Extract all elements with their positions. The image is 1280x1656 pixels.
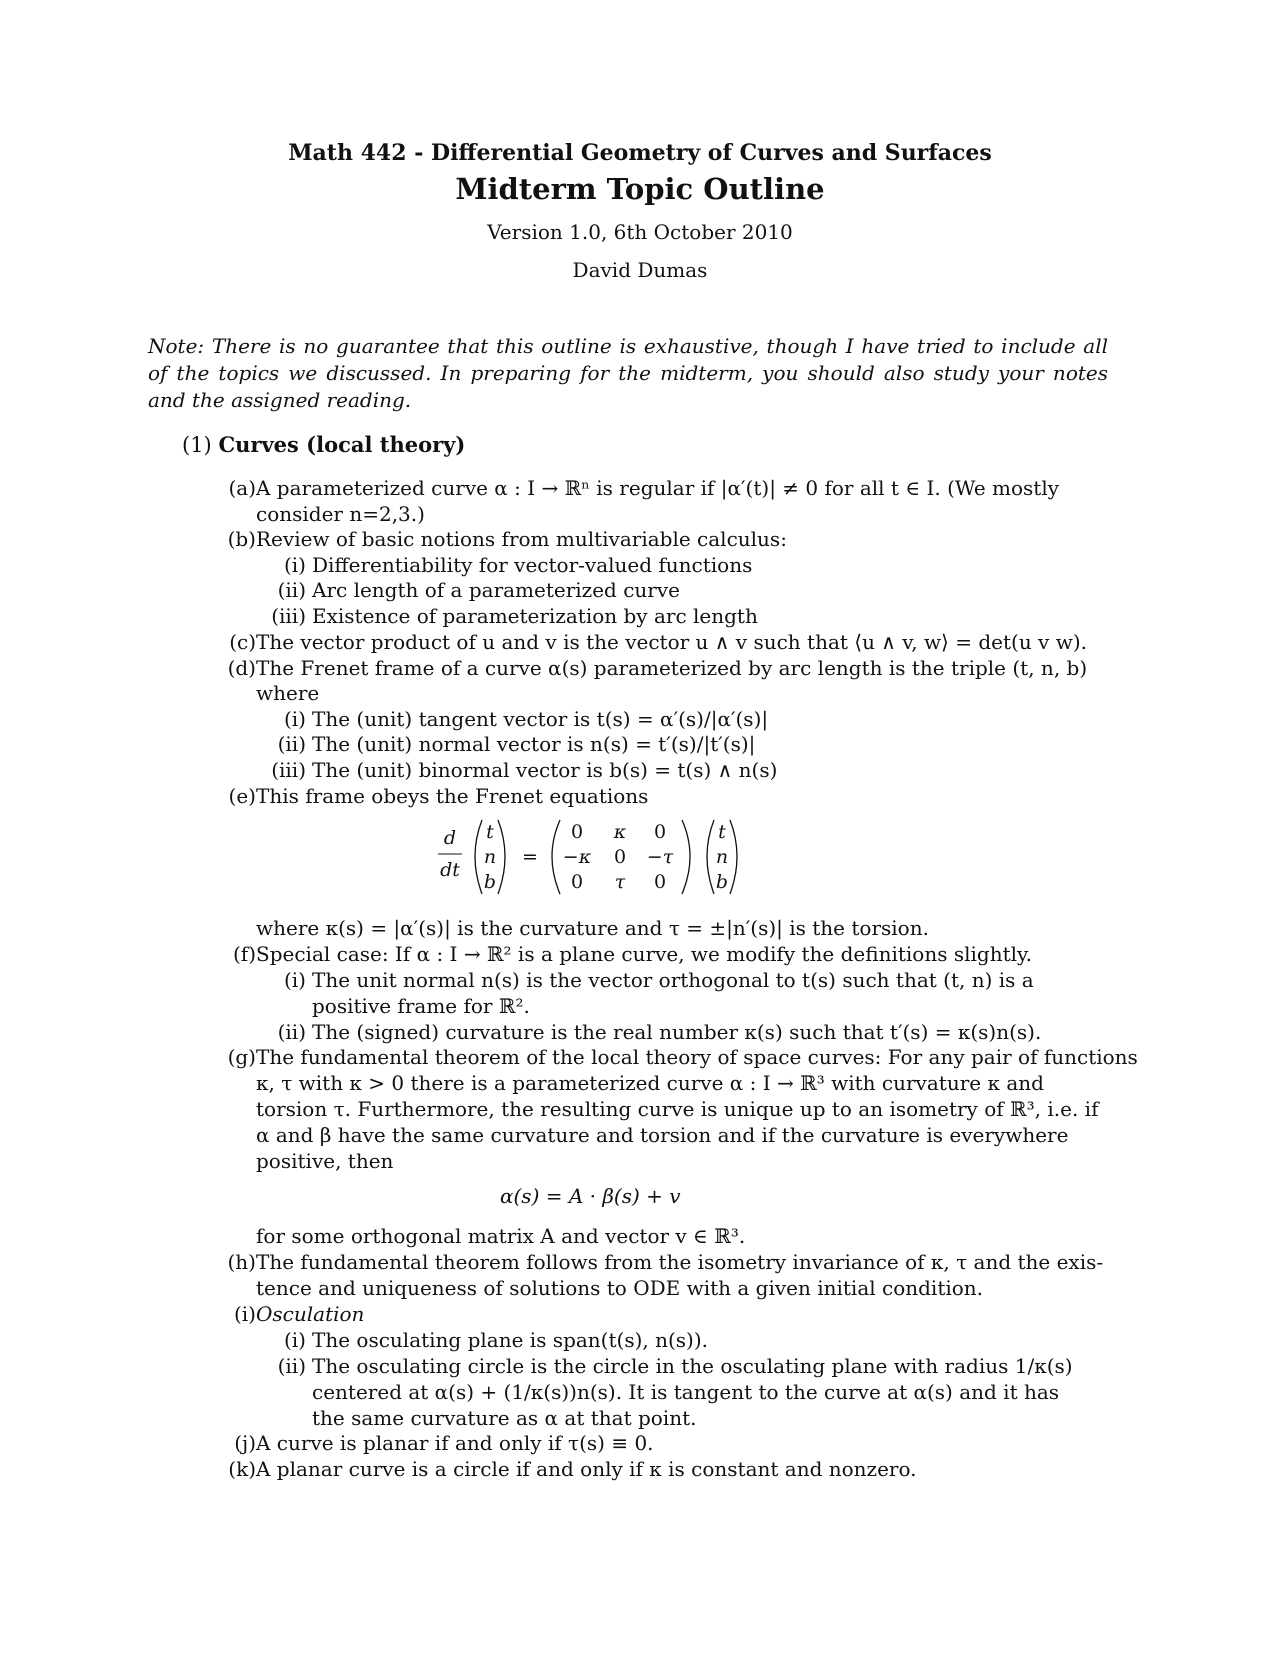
item-label: (e) [228, 784, 256, 808]
subitem-text: Differentiability for vector-valued functions [312, 553, 753, 577]
vector-entry: t [718, 821, 726, 843]
subitem-text: The (unit) normal vector is n(s) = t′(s)/|t′(s)| [312, 732, 756, 756]
item-h-cont: tence and uniqueness of solutions to ODE with a given initial condition. [256, 1276, 984, 1300]
item-text: This frame obeys the Frenet equations [256, 784, 649, 808]
item-g-cont: κ, τ with κ > 0 there is a parameterized curve α : I → ℝ³ with curvature κ and [256, 1071, 1044, 1095]
paren-left [552, 820, 560, 894]
item-label: (d) [227, 656, 256, 680]
item-g-cont: torsion τ. Furthermore, the resulting curve is unique up to an isometry of ℝ³, i.e. if [256, 1097, 1099, 1121]
author: David Dumas [572, 258, 708, 282]
item-text: The fundamental theorem follows from the isometry invariance of κ, τ and the exis- [256, 1250, 1104, 1274]
item-text: The vector product of u and v is the vector u ∧ v such that ⟨u ∧ v, w⟩ = det(u v w). [256, 630, 1087, 654]
item-text: A planar curve is a circle if and only if κ is constant and nonzero. [256, 1457, 917, 1481]
item-label: (b) [227, 527, 256, 551]
note-paragraph: Note: There is no guarantee that this outline is exhaustive, though I have tried to include all of the topics we discussed. In preparing for the midterm, you should also study your notes and the assigned reading. [148, 334, 1108, 412]
subitem-i-ii-cont: centered at α(s) + (1/κ(s))n(s). It is tangent to the curve at α(s) and it has [312, 1380, 1060, 1404]
item-text: A curve is planar if and only if τ(s) ≡ 0. [256, 1431, 654, 1455]
paren-left [475, 820, 482, 894]
section-heading [182, 432, 465, 457]
isometry-equation: α(s) = A · β(s) + v [500, 1184, 681, 1208]
subitem-i-ii-cont: the same curvature as α at that point. [312, 1406, 697, 1430]
subitem-text: The osculating plane is span(t(s), n(s)). [312, 1328, 709, 1352]
matrix-entry: 0 [570, 821, 584, 843]
subitem-text: The (unit) binormal vector is b(s) = t(s) ∧ n(s) [312, 758, 778, 782]
item-g-cont: for some orthogonal matrix A and vector v ∈ ℝ³. [256, 1224, 746, 1248]
matrix-entry: 0 [613, 846, 627, 868]
subitem-text: The (unit) tangent vector is t(s) = α′(s)/|α′(s)| [312, 707, 769, 731]
item-text: A parameterized curve α : I → ℝⁿ is regular if |α′(t)| ≠ 0 for all t ∈ I. (We mostly [256, 476, 1060, 500]
derivative-d: d [443, 827, 457, 849]
paren-right [498, 820, 505, 894]
vector-entry: b [483, 871, 497, 893]
item-label: (j) [234, 1431, 256, 1455]
version-line: Version 1.0, 6th October 2010 [487, 220, 793, 244]
item-g-cont: positive, then [256, 1149, 394, 1173]
subitem-label: (ii) [277, 732, 306, 756]
subitem-label: (iii) [271, 758, 306, 782]
matrix-entry: 0 [653, 821, 667, 843]
matrix-entry: −τ [646, 846, 674, 868]
item-text: The Frenet frame of a curve α(s) parameterized by arc length is the triple (t, n, b) [256, 656, 1088, 680]
item-label: (k) [228, 1457, 256, 1481]
item-e-cont: where κ(s) = |α′(s)| is the curvature and τ = ±|n′(s)| is the torsion. [256, 916, 929, 940]
equals-sign: = [522, 846, 538, 868]
matrix-entry: τ [614, 871, 626, 893]
derivative-dt: dt [440, 859, 460, 881]
item-label: (g) [227, 1045, 256, 1069]
subitem-f-i-cont: positive frame for ℝ². [312, 994, 530, 1018]
item-label: (i) [233, 1302, 256, 1326]
subitem-label: (i) [283, 1328, 306, 1352]
item-label: (f) [232, 942, 256, 966]
item-label: (h) [227, 1250, 256, 1274]
matrix-entry: 0 [653, 871, 667, 893]
subitem-label: (iii) [271, 604, 306, 628]
vector-entry: n [715, 846, 729, 868]
section-number: (1) [182, 433, 212, 457]
matrix-entry: −κ [562, 846, 592, 868]
item-label: (c) [229, 630, 256, 654]
subitem-label: (i) [283, 968, 306, 992]
subitem-text: The osculating circle is the circle in the osculating plane with radius 1/κ(s) [312, 1354, 1073, 1378]
subitem-text: The unit normal n(s) is the vector orthogonal to t(s) such that (t, n) is a [312, 968, 1034, 992]
vector-entry: t [486, 821, 494, 843]
vector-entry: b [715, 871, 729, 893]
item-text: Review of basic notions from multivariable calculus: [256, 527, 787, 551]
item-text: The fundamental theorem of the local theory of space curves: For any pair of functions [256, 1045, 1138, 1069]
course-title: Math 442 - Differential Geometry of Curves and Surfaces [288, 140, 992, 166]
paren-right [730, 820, 737, 894]
frenet-equation [430, 812, 780, 902]
page-title: Midterm Topic Outline [455, 172, 825, 206]
item-d-cont: where [256, 681, 320, 705]
paren-right [682, 820, 690, 894]
item-text: Special case: If α : I → ℝ² is a plane curve, we modify the definitions slightly. [256, 942, 1033, 966]
item-text: Osculation [256, 1302, 365, 1326]
subitem-text: The (signed) curvature is the real number κ(s) such that t′(s) = κ(s)n(s). [312, 1020, 1042, 1044]
paren-left [707, 820, 714, 894]
subitem-label: (i) [283, 707, 306, 731]
subitem-text: Arc length of a parameterized curve [312, 578, 680, 602]
item-a-cont: consider n=2,3.) [256, 502, 425, 526]
item-g-cont: α and β have the same curvature and torsion and if the curvature is everywhere [256, 1123, 1069, 1147]
subitem-label: (i) [283, 553, 306, 577]
subitem-label: (ii) [277, 578, 306, 602]
subitem-label: (ii) [277, 1020, 306, 1044]
matrix-entry: 0 [570, 871, 584, 893]
section-title: Curves (local theory) [218, 432, 466, 457]
matrix-entry: κ [613, 821, 627, 843]
subitem-label: (ii) [277, 1354, 306, 1378]
vector-entry: n [483, 846, 497, 868]
item-label: (a) [228, 476, 256, 500]
subitem-text: Existence of parameterization by arc length [312, 604, 758, 628]
